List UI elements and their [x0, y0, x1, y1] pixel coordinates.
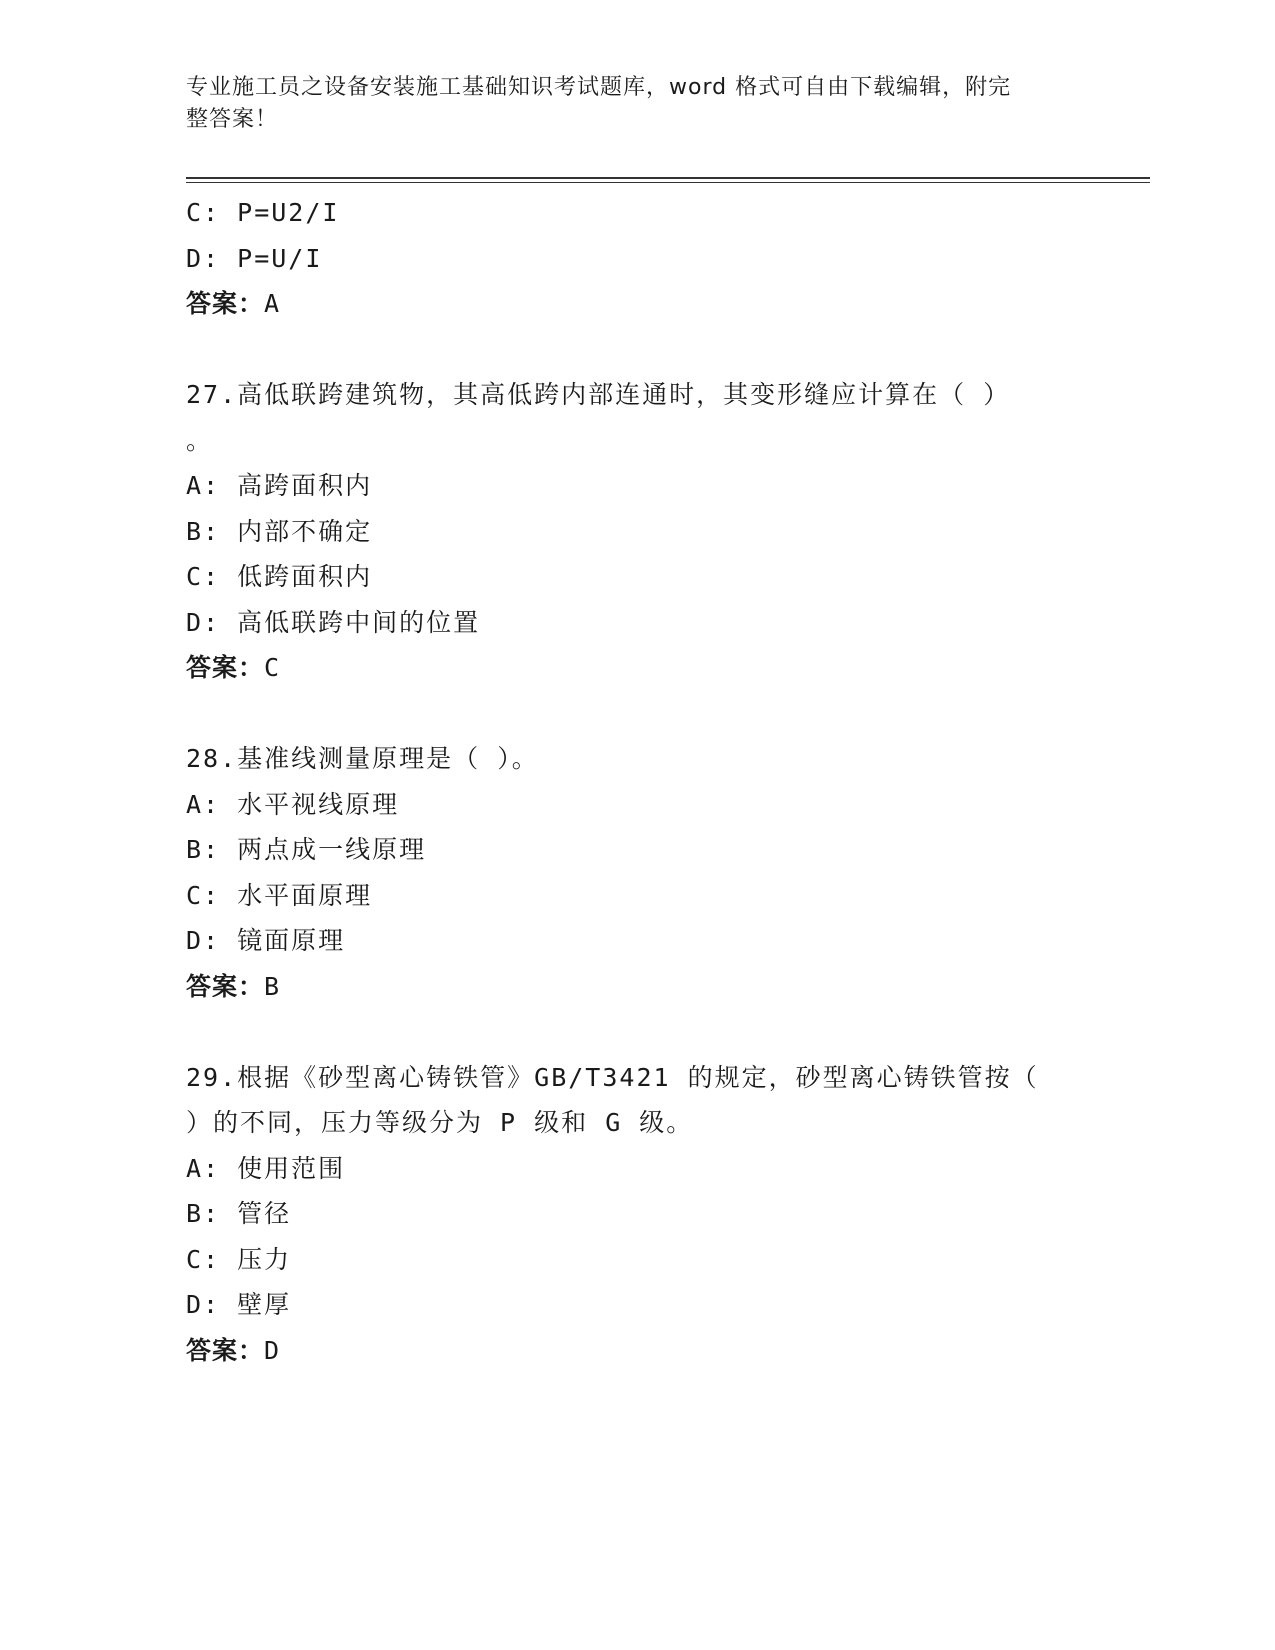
header-line-2: 整答案！ — [186, 107, 279, 132]
answer-label: 答案： — [186, 1335, 265, 1365]
answer-label: 答案： — [186, 289, 265, 318]
answer-label: 答案： — [186, 653, 265, 682]
option-a: A: 高跨面积内 — [186, 471, 373, 500]
question-stem-continued: 。 — [186, 425, 214, 455]
question-spacer — [186, 327, 1086, 373]
answer-value: A — [264, 289, 281, 318]
answer-line — [186, 964, 1086, 1010]
header-rule-thin — [186, 182, 1150, 183]
option-d: D: 高低联跨中间的位置 — [186, 607, 481, 637]
question-stem-continued: ）的不同，压力等级分为 P 级和 G 级。 — [186, 1108, 694, 1137]
answer-line — [186, 281, 1086, 327]
option-d: D: 镜面原理 — [186, 926, 346, 955]
option-b: B: 两点成一线原理 — [186, 835, 427, 864]
answer-line — [186, 645, 1086, 691]
answer-line — [186, 1328, 1086, 1374]
answer-value: C — [264, 653, 281, 682]
header-rule-thick — [186, 177, 1150, 179]
question-29 — [186, 1055, 1086, 1374]
question-list — [186, 190, 1086, 1373]
option-a: A: 使用范围 — [186, 1153, 346, 1183]
option-c: C: 压力 — [186, 1244, 292, 1274]
answer-value: D — [264, 1335, 281, 1365]
question-stem: 29.根据《砂型离心铸铁管》GB/T3421 的规定，砂型离心铸铁管按（ — [186, 1062, 1039, 1092]
option-b: B: 管径 — [186, 1199, 292, 1228]
question-28 — [186, 736, 1086, 1009]
option-c: C: 水平面原理 — [186, 880, 373, 910]
question-stem: 28.基准线测量原理是（ ）。 — [186, 744, 539, 773]
option-a: A: 水平视线原理 — [186, 789, 400, 819]
question-26-tail — [186, 190, 1086, 327]
option-c: C: P=U2/I — [186, 198, 340, 227]
document-header — [186, 72, 1066, 136]
answer-value: B — [264, 971, 281, 1001]
option-c: C: 低跨面积内 — [186, 562, 373, 591]
option-b: B: 内部不确定 — [186, 516, 373, 546]
question-stem: 27.高低联跨建筑物，其高低跨内部连通时，其变形缝应计算在（ ） — [186, 380, 1011, 409]
header-line-1: 专业施工员之设备安装施工基础知识考试题库，word 格式可自由下载编辑，附完 — [186, 75, 1012, 100]
answer-label: 答案： — [186, 971, 265, 1001]
option-d: D: 壁厚 — [186, 1290, 292, 1319]
option-d: D: P=U/I — [186, 243, 323, 273]
question-27 — [186, 372, 1086, 691]
question-spacer — [186, 691, 1086, 737]
question-spacer — [186, 1009, 1086, 1055]
